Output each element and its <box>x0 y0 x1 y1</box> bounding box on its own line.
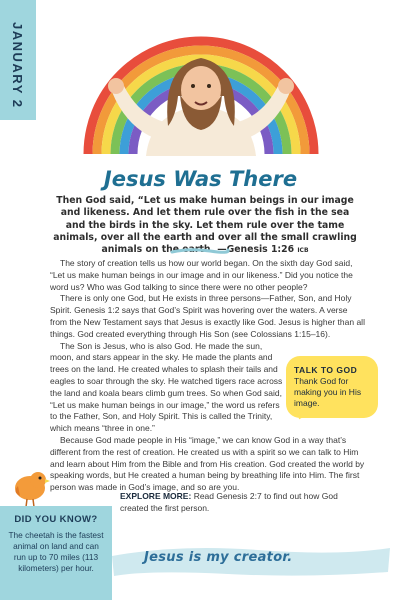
explore-more <box>120 491 365 515</box>
did-you-know-box <box>0 506 112 600</box>
explore-label: EXPLORE MORE: <box>120 491 192 501</box>
body-paragraph: The story of creation tells us how our world began. On the sixth day God said, “Let us make human beings in our image and in our likeness.” Did you notice the word us? Who was God talking to since there were no other people? <box>50 258 353 292</box>
callout-title: TALK TO GOD <box>294 365 358 375</box>
verse-text: Then God said, “Let us make human beings in our image and likeness. And let them rule over the fish in the sea and the birds in the sky. Let them rule over the tame animals, over all the earth and over all the small crawling animals on the earth. —Genesis 1:26 <box>53 195 357 256</box>
date-tab <box>0 0 36 120</box>
footer-affirmation: Jesus is my creator. <box>144 550 293 565</box>
bird-illustration <box>10 466 50 508</box>
page-title: Jesus Was There <box>103 167 298 191</box>
body-paragraph: There is only one God, but He exists in three persons—Father, Son, and Holy Spirit. Genesis 1:2 says that God’s Spirit was hovering over the waters. A verse from the New Testament says that Jesus is exactly like God. Jesus is higher than all things. God created everything through His Son (see Colossians 1:15–16). <box>50 293 365 339</box>
explore-text: Read Genesis 2:7 to find out how God created the first person. <box>120 491 338 513</box>
brush-divider <box>170 247 230 255</box>
talk-to-god-callout <box>286 356 378 424</box>
body-paragraph: The Son is Jesus, who is also God. He made the sun, moon, and stars appear in the sky. He made the plants and trees on the land. He created whales to splash their tails and eagles to soar through the sky. He watched tigers race across the land and koala bears climb gum trees. So when God said, “Let us make human beings in our image,” the word us refers to the Father, Son, and Holy Spirit. This is called the Trinity, which means “three in one.” <box>50 340 283 434</box>
callout-text: Thank God for making you in His image. <box>294 376 362 408</box>
jesus-rainbow-illustration <box>76 6 326 156</box>
date-label: JANUARY 2 <box>10 22 25 109</box>
body-paragraph: Because God made people in His “image,” we can know God in a way that’s different from the rest of creation. He created us with a spirit so we can talk to Him and learn about Him from the Bible and from His creation. God created the world by speaking words, but He created a human being by breathing life into Him. The first person was made in God’s image, and so are you. <box>50 434 365 493</box>
did-you-know-text: The cheetah is the fastest animal on land and can run up to 70 miles (113 kilometers) per hour. <box>8 530 104 573</box>
verse-version: ICB <box>297 247 309 255</box>
did-you-know-title: DID YOU KNOW? <box>14 514 98 525</box>
